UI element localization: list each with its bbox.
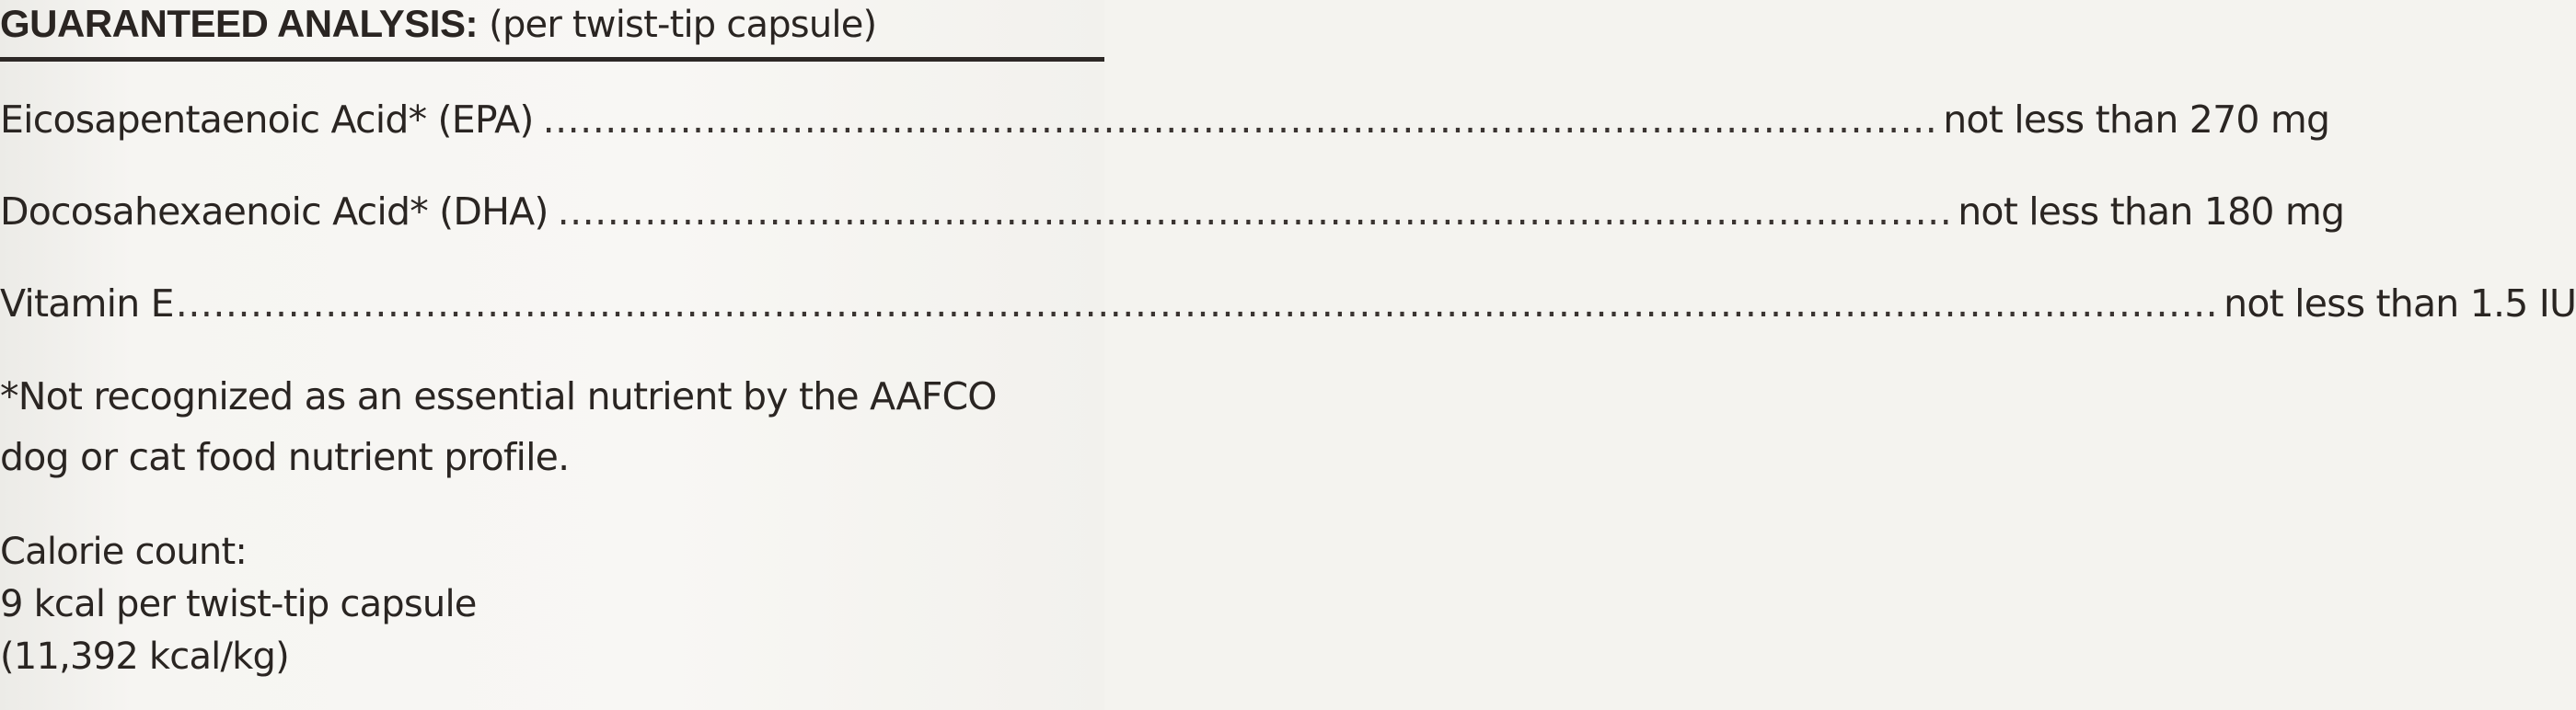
leader-dots: .................................................................................................................................................................... [175, 281, 2219, 326]
guaranteed-analysis-heading [0, 0, 876, 52]
leader-dots: ................................................................................................................ [557, 189, 1953, 234]
footnote-line-2: dog or cat food nutrient profile. [0, 435, 570, 479]
heading-bold: GUARANTEED ANALYSIS: [0, 2, 478, 45]
heading-qualifier: (per twist-tip capsule) [489, 4, 877, 46]
leader-dots: ................................................................................................................ [542, 97, 1938, 142]
heading-divider [0, 57, 1104, 62]
analysis-row-epa [0, 94, 2330, 145]
nutrient-name: Vitamin E [0, 281, 174, 326]
aafco-footnote [0, 366, 1104, 487]
nutrient-name: Docosahexaenoic Acid* (DHA) [0, 189, 549, 234]
calorie-count-block [0, 526, 1104, 683]
calorie-heading: Calorie count: [0, 531, 248, 573]
calorie-per-capsule: 9 kcal per twist-tip capsule [0, 583, 477, 625]
analysis-row-vitamin-e [0, 278, 2576, 329]
footnote-line-1: *Not recognized as an essential nutrient by the AAFCO [0, 374, 997, 418]
nutrient-value: not less than 1.5 IU [2224, 281, 2576, 326]
analysis-row-dha [0, 186, 2345, 237]
calorie-per-kg: (11,392 kcal/kg) [0, 636, 289, 678]
nutrient-value: not less than 270 mg [1943, 97, 2330, 142]
nutrient-value: not less than 180 mg [1958, 189, 2345, 234]
nutrient-name: Eicosapentaenoic Acid* (EPA) [0, 97, 534, 142]
